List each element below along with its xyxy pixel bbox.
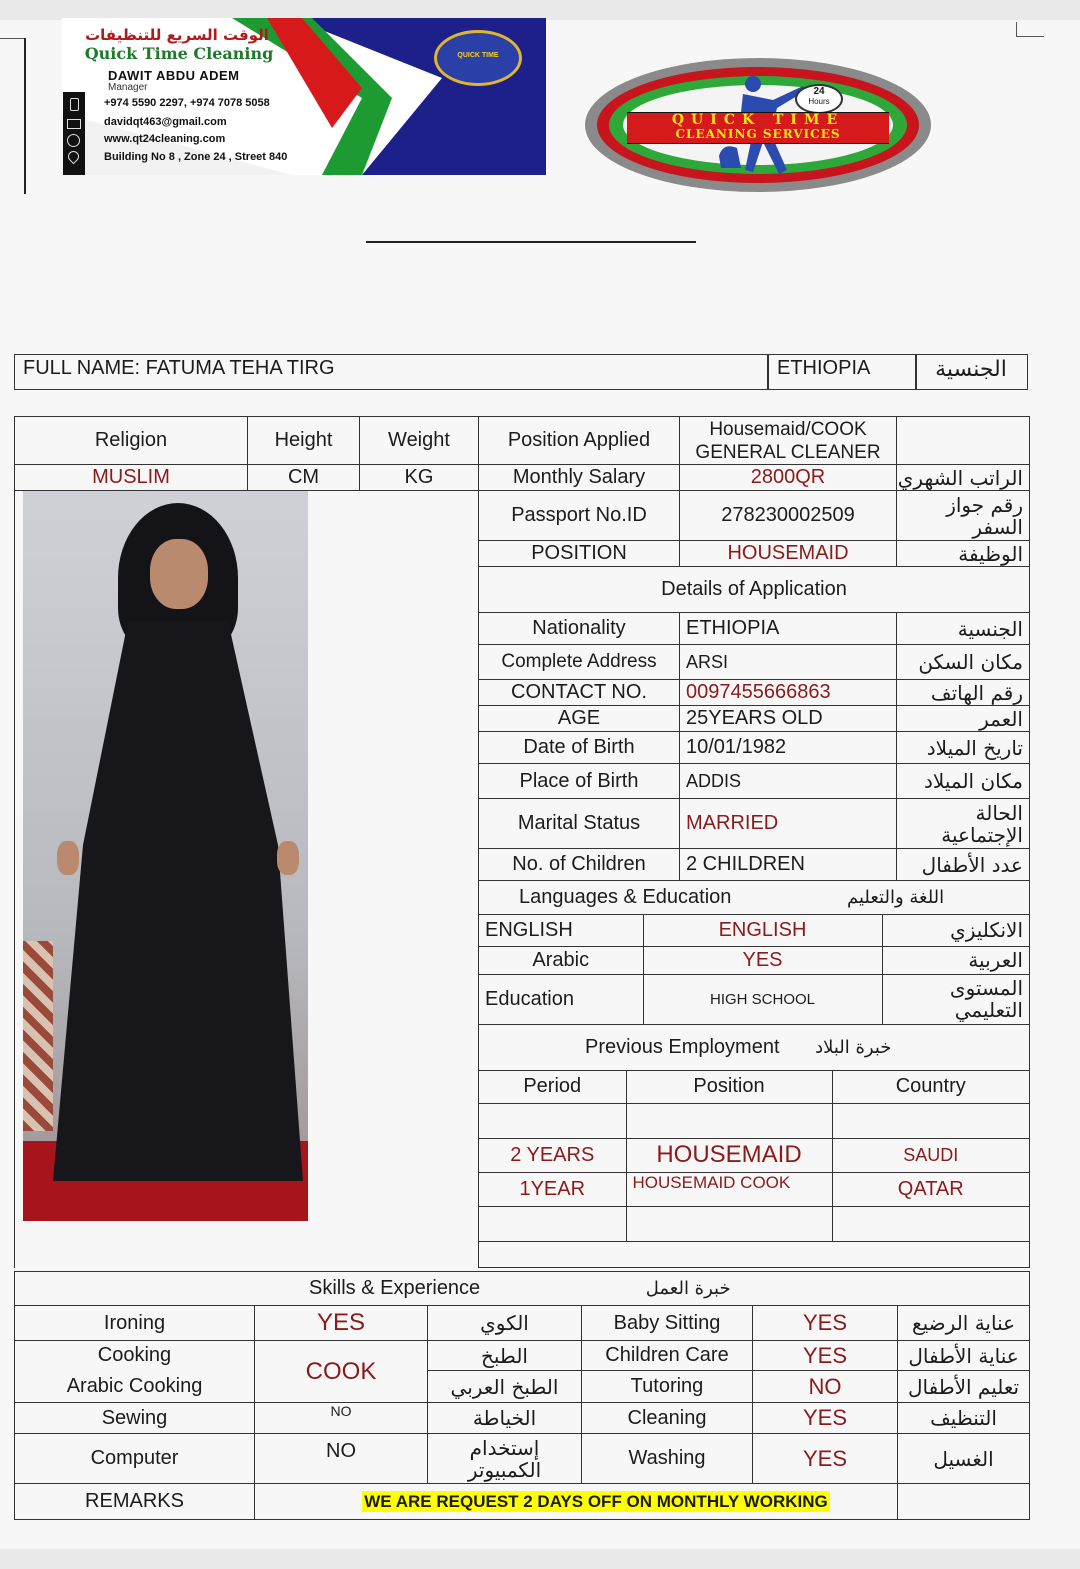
card-arabic-name: الوقت السريع للتنظيفات bbox=[85, 26, 269, 44]
details-title: Details of Application bbox=[479, 567, 1030, 613]
photo-hand-right bbox=[277, 841, 299, 875]
blank-cell bbox=[897, 417, 1030, 465]
position-value: HOUSEMAID bbox=[680, 541, 897, 567]
name-row-divider-2 bbox=[915, 355, 917, 389]
skill-label-ar: إستخدام الكمبيوتر bbox=[428, 1434, 582, 1484]
detail-label: No. of Children bbox=[479, 849, 680, 881]
detail-value: ETHIOPIA bbox=[680, 613, 897, 645]
detail-label: Date of Birth bbox=[479, 732, 680, 764]
detail-label: Complete Address bbox=[479, 645, 680, 680]
skill-label-ar: عناية الرضيع bbox=[898, 1306, 1030, 1341]
remarks-label: REMARKS bbox=[15, 1484, 255, 1520]
languages-title-ar: اللغة والتعليم bbox=[846, 887, 945, 908]
employment-header: Period bbox=[479, 1071, 626, 1103]
education-label: Education bbox=[479, 974, 643, 1024]
detail-label-ar: مكان السكن bbox=[897, 645, 1030, 680]
skill-value: YES bbox=[753, 1341, 898, 1371]
logo-badge-word: Hours bbox=[808, 97, 830, 106]
photo-bottom-strip bbox=[479, 1242, 1030, 1268]
salary-label-ar: الراتب الشهري bbox=[897, 465, 1030, 491]
detail-label-ar: مكان الميلاد bbox=[897, 764, 1030, 799]
languages-title-cell bbox=[479, 881, 1030, 915]
employment-period: 2 YEARS bbox=[479, 1138, 626, 1172]
skill-label: Sewing bbox=[15, 1403, 255, 1434]
salary-label: Monthly Salary bbox=[479, 465, 680, 491]
logo-badge-number: 24 bbox=[813, 86, 825, 97]
detail-value: ADDIS bbox=[680, 764, 897, 799]
position-applied-value: Housemaid/COOK GENERAL CLEANER bbox=[680, 417, 897, 465]
employment-empty bbox=[626, 1103, 832, 1138]
header-underline bbox=[366, 241, 696, 243]
skill-label-ar: الغسيل bbox=[898, 1434, 1030, 1484]
company-logo bbox=[585, 58, 931, 192]
logo-24-badge bbox=[795, 84, 843, 114]
business-card bbox=[62, 18, 546, 175]
employment-empty bbox=[832, 1206, 1029, 1241]
skill-value: COOK bbox=[255, 1341, 428, 1403]
employment-position: HOUSEMAID COOK bbox=[626, 1172, 832, 1206]
applicant-photo bbox=[23, 491, 308, 1221]
detail-label-ar: الجنسية bbox=[897, 613, 1030, 645]
skill-label-ar: الخياطة bbox=[428, 1403, 582, 1434]
employment-empty bbox=[479, 1103, 626, 1138]
detail-label: Nationality bbox=[479, 613, 680, 645]
skill-label: Ironing bbox=[15, 1306, 255, 1341]
language-label-ar: الانكليزي bbox=[882, 915, 1029, 946]
corner-mark-right bbox=[1016, 22, 1017, 36]
religion-label: Religion bbox=[15, 417, 248, 465]
card-mini-logo-text: QUICK TIME bbox=[457, 52, 499, 59]
employment-cell bbox=[479, 1071, 1030, 1242]
religion-value: MUSLIM bbox=[15, 465, 248, 491]
skill-label-ar: تعليم الأطفال bbox=[898, 1371, 1030, 1403]
languages-table bbox=[479, 915, 1029, 1024]
skill-label-ar: الكوي bbox=[428, 1306, 582, 1341]
photo-hand-left bbox=[57, 841, 79, 875]
salary-value: 2800QR bbox=[680, 465, 897, 491]
employment-title: Previous Employment bbox=[585, 1036, 780, 1058]
logo-line-1: QUICK TIME bbox=[671, 112, 845, 128]
employment-country: QATAR bbox=[832, 1172, 1029, 1206]
detail-label-ar: الحالة الإجتماعية bbox=[897, 799, 1030, 849]
passport-value: 278230002509 bbox=[680, 491, 897, 541]
skill-value: YES bbox=[753, 1306, 898, 1341]
card-mini-logo bbox=[434, 30, 522, 86]
photo-robe bbox=[53, 621, 303, 1181]
employment-header: Position bbox=[626, 1071, 832, 1103]
employment-empty bbox=[479, 1206, 626, 1241]
skills-title: Skills & Experience bbox=[309, 1277, 481, 1299]
skill-value: NO bbox=[255, 1434, 428, 1484]
employment-country: SAUDI bbox=[832, 1138, 1029, 1172]
corner-mark-right-h bbox=[1016, 36, 1044, 37]
detail-value: 2 CHILDREN bbox=[680, 849, 897, 881]
photo-cushion bbox=[23, 941, 53, 1131]
skill-label: Arabic Cooking bbox=[15, 1371, 255, 1403]
employment-title-ar: خبرة البلاد bbox=[815, 1037, 892, 1058]
skill-label: Tutoring bbox=[582, 1371, 753, 1403]
employment-position: HOUSEMAID bbox=[626, 1138, 832, 1172]
full-name: FULL NAME: FATUMA TEHA TIRG bbox=[23, 357, 335, 379]
card-person-name: DAWIT ABDU ADEM bbox=[108, 68, 240, 83]
language-label: ENGLISH bbox=[479, 915, 643, 946]
card-address: Building No 8 , Zone 24 , Street 840 bbox=[104, 151, 288, 163]
employment-title-cell bbox=[479, 1025, 1030, 1071]
remarks-empty bbox=[898, 1484, 1030, 1520]
detail-value: ARSI bbox=[680, 645, 897, 680]
email-icon bbox=[67, 119, 81, 129]
detail-value: 0097455666863 bbox=[680, 680, 897, 706]
logo-banner bbox=[627, 112, 889, 144]
skill-value: YES bbox=[255, 1306, 428, 1341]
header-nationality-ar: الجنسية bbox=[935, 357, 1007, 382]
skill-label: Cleaning bbox=[582, 1403, 753, 1434]
skill-label-ar: عناية الأطفال bbox=[898, 1341, 1030, 1371]
detail-label-ar: عدد الأطفال bbox=[897, 849, 1030, 881]
skill-label-ar: التنظيف bbox=[898, 1403, 1030, 1434]
skill-label: Baby Sitting bbox=[582, 1306, 753, 1341]
employment-empty bbox=[626, 1206, 832, 1241]
detail-value: MARRIED bbox=[680, 799, 897, 849]
card-email: davidqt463@gmail.com bbox=[104, 116, 227, 128]
language-label-ar: العربية bbox=[882, 946, 1029, 974]
language-value: ENGLISH bbox=[643, 915, 882, 946]
remarks-value: WE ARE REQUEST 2 DAYS OFF ON MONTHLY WORKING bbox=[364, 1492, 828, 1511]
card-phones: +974 5590 2297, +974 7078 5058 bbox=[104, 97, 270, 109]
height-label: Height bbox=[248, 417, 360, 465]
logo-line-2: CLEANING SERVICES bbox=[675, 127, 841, 141]
employment-period: 1YEAR bbox=[479, 1172, 626, 1206]
skill-label: Computer bbox=[15, 1434, 255, 1484]
skill-label-ar: الطبخ bbox=[428, 1341, 582, 1371]
card-person-role: Manager bbox=[108, 82, 148, 93]
skill-label-ar: الطبخ العربي bbox=[428, 1371, 582, 1403]
weight-label: Weight bbox=[360, 417, 479, 465]
language-label: Arabic bbox=[479, 946, 643, 974]
languages-cell bbox=[479, 915, 1030, 1025]
name-row bbox=[14, 354, 1028, 390]
passport-label-ar: رقم جواز السفر bbox=[897, 491, 1030, 541]
education-value: HIGH SCHOOL bbox=[643, 974, 882, 1024]
detail-value: 25YEARS OLD bbox=[680, 706, 897, 732]
name-row-divider-1 bbox=[767, 355, 769, 389]
position-applied-label: Position Applied bbox=[479, 417, 680, 465]
globe-icon bbox=[67, 134, 80, 147]
header-nationality: ETHIOPIA bbox=[777, 357, 871, 379]
detail-label-ar: تاريخ الميلاد bbox=[897, 732, 1030, 764]
detail-label-ar: رقم الهاتف bbox=[897, 680, 1030, 706]
employment-empty bbox=[832, 1103, 1029, 1138]
card-website: www.qt24cleaning.com bbox=[104, 133, 226, 145]
skill-value: YES bbox=[753, 1434, 898, 1484]
position-label: POSITION bbox=[479, 541, 680, 567]
skill-value: NO bbox=[255, 1403, 428, 1434]
detail-label: AGE bbox=[479, 706, 680, 732]
detail-label: Place of Birth bbox=[479, 764, 680, 799]
skill-label: Cooking bbox=[15, 1341, 255, 1371]
photo-face bbox=[150, 539, 208, 609]
phone-icon bbox=[70, 98, 79, 111]
passport-label: Passport No.ID bbox=[479, 491, 680, 541]
remarks-cell bbox=[255, 1484, 898, 1520]
languages-title: Languages & Education bbox=[519, 886, 732, 908]
skill-value: NO bbox=[753, 1371, 898, 1403]
card-left-rule bbox=[24, 38, 26, 194]
skill-label: Washing bbox=[582, 1434, 753, 1484]
detail-label-ar: العمر bbox=[897, 706, 1030, 732]
skills-table bbox=[14, 1271, 1030, 1520]
detail-label: CONTACT NO. bbox=[479, 680, 680, 706]
employment-table bbox=[479, 1071, 1029, 1241]
skills-title-ar: خبرة العمل bbox=[645, 1278, 731, 1299]
weight-value: KG bbox=[360, 465, 479, 491]
detail-value: 10/01/1982 bbox=[680, 732, 897, 764]
skill-label: Children Care bbox=[582, 1341, 753, 1371]
card-english-name: Quick Time Cleaning bbox=[84, 44, 274, 63]
education-label-ar: المستوى التعليمي bbox=[882, 974, 1029, 1024]
corner-mark-left bbox=[0, 38, 24, 39]
skill-value: YES bbox=[753, 1403, 898, 1434]
employment-header: Country bbox=[832, 1071, 1029, 1103]
position-label-ar: الوظيفة bbox=[897, 541, 1030, 567]
detail-label: Marital Status bbox=[479, 799, 680, 849]
language-value: YES bbox=[643, 946, 882, 974]
height-value: CM bbox=[248, 465, 360, 491]
skills-title-cell bbox=[15, 1272, 1030, 1306]
